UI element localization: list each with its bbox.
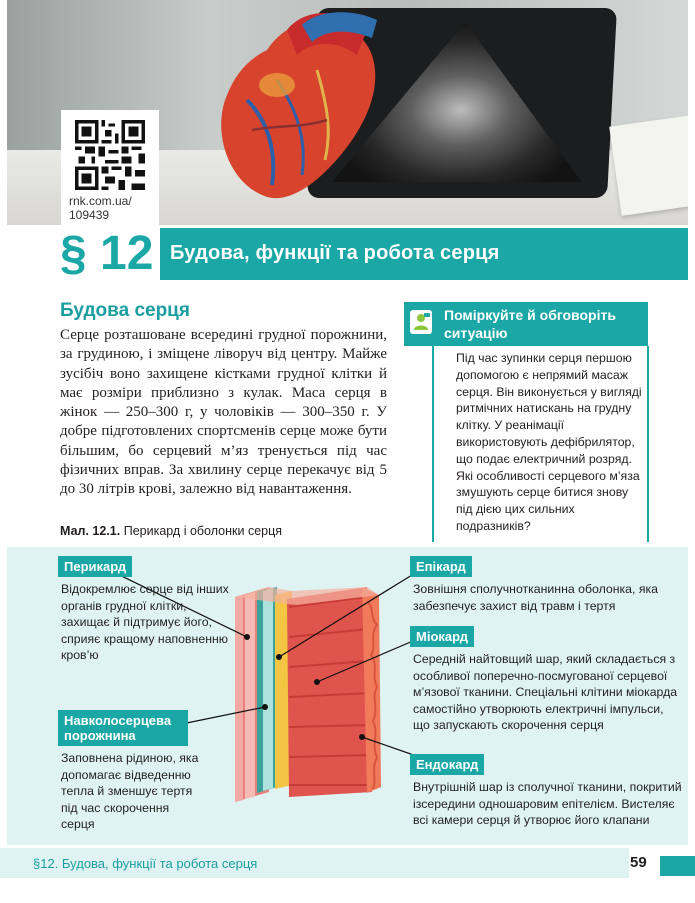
epicard-text: Зовнішня сполучнотканинна оболонка, яка забезпечує захист від травм і тертя [413, 582, 659, 613]
discussion-text: Під час зупинки серця першою допомогою є непрямий масаж серця. Він виконується у вигляді ритмічних натискань на грудну клітку. У реанімації використовують дефібрилятор, що подає електричний розряд. Які особливості серцевого м’яза змушують серце битися знову під дією цих сильних подразників? [456, 351, 642, 533]
page-footer [0, 848, 695, 878]
pericard-text: Відокремлює серце від інших органів грудної клітки, захищає й підтримує його, сприяє кращому наповненню кров’ю [61, 582, 229, 662]
qr-url[interactable]: rnk.com.ua/ 109439 [69, 194, 132, 222]
qr-code-icon[interactable] [75, 120, 145, 190]
pericard-label: Перикард [58, 556, 132, 577]
endocard-text: Внутрішній шар із сполучної тканини, покритий ізсередини одношаровим епітелієм. Вистеляє всі камери серця й утворює його клапани [413, 780, 682, 827]
myocard-text: Середній найтовщий шар, який складається з особливої поперечно-посмугованої серцевої м’язової тканини. Спеціальні клітини міокарда самостійно утворюють електричні імпульси, що запускають скорочення серця [413, 652, 678, 732]
figure-caption-label: Мал. 12.1. [60, 524, 121, 538]
figure-caption [60, 524, 282, 538]
discussion-title: Поміркуйте й обговоріть ситуацію [444, 307, 616, 341]
page-number: 59 [630, 854, 647, 871]
hero-papers [609, 114, 688, 216]
endocard-label: Ендокард [410, 754, 484, 775]
cavity-text: Заповнена рідиною, яка допомагає відведенню тепла й зменшує тертя під час скорочення серця [61, 751, 199, 831]
section-number: § 12 [60, 227, 154, 280]
discussion-left-rule [432, 346, 434, 542]
discussion-box [404, 302, 648, 542]
main-paragraph: Серце розташоване всередині грудної порожнини, за грудиною, і зміщене ліворуч від центру. Майже зусібіч воно захищене кістками грудної клітки й має розміри приблизно з кулак. Маса серця в жінок — 250–300 г, у чоловіків — 300–350 г. У добре підготовлених спортсменів серце може бути більшим, бо серцевий м’яз тренується під час фізичних вправ. За хвилину серце перекачує від 5 до 30 літрів крові, залежно від навантаження. [60, 327, 387, 498]
heart-layers-diagram [7, 547, 688, 845]
qr-card [61, 110, 159, 230]
section-title: Будова, функції та робота серця [170, 242, 500, 264]
discussion-icon [410, 310, 432, 334]
cavity-label: Навколосерцева порожнина [58, 710, 188, 746]
subheading: Будова серця [60, 300, 190, 321]
footer-tab [660, 856, 695, 876]
myocard-label: Міокард [410, 626, 474, 647]
footer-section-title: §12. Будова, функції та робота серця [33, 856, 258, 871]
epicard-label: Епікард [410, 556, 472, 577]
discussion-header [404, 302, 648, 346]
heart-model-image [207, 10, 387, 210]
discussion-right-rule [647, 346, 649, 542]
figure-caption-text: Перикард і оболонки серця [123, 524, 283, 538]
